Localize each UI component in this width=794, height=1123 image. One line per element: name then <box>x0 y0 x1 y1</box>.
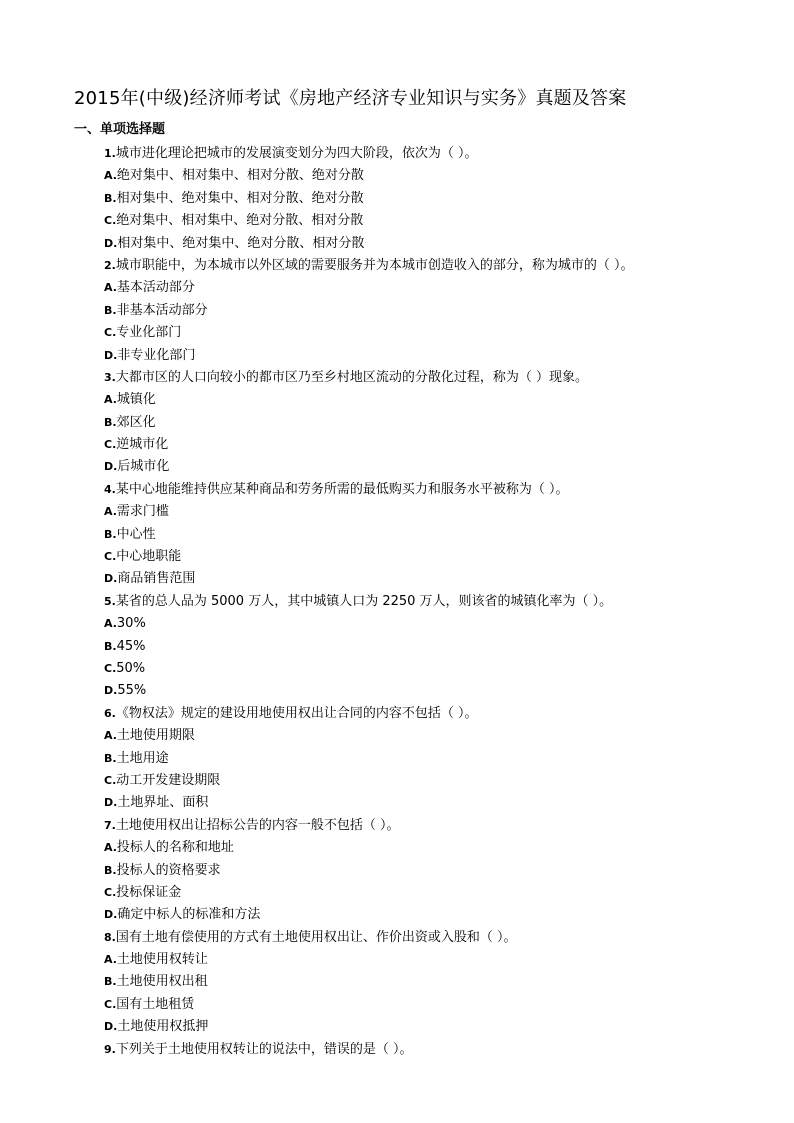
answer-option <box>104 165 744 187</box>
question-number: 7. <box>104 818 116 832</box>
answer-option <box>104 725 744 747</box>
option-label: C. <box>104 997 117 1011</box>
option-label: C. <box>104 885 117 899</box>
answer-option <box>104 300 744 322</box>
answer-option <box>104 210 744 232</box>
option-label: A. <box>104 505 117 519</box>
document-title: 2015年(中级)经济师考试《房地产经济专业知识与实务》真题及答案 <box>74 88 627 109</box>
option-text: 土地使用权出租 <box>116 974 208 990</box>
option-label: B. <box>104 639 117 653</box>
question-text: 城市职能中，为本城市以外区域的需要服务并为本城市创造收入的部分，称为城市的（ ）。 <box>115 257 634 273</box>
answer-option <box>104 792 744 814</box>
answer-option <box>104 389 744 411</box>
option-text: 专业化部门 <box>116 325 182 341</box>
option-text: 商品销售范围 <box>117 571 196 587</box>
option-text: 土地使用权抵押 <box>117 1019 209 1035</box>
option-label: C. <box>104 773 117 787</box>
option-label: C. <box>104 214 117 228</box>
answer-option <box>104 1016 744 1038</box>
answer-option <box>104 658 744 680</box>
question-list <box>104 143 744 1061</box>
option-label: A. <box>104 729 117 743</box>
option-text: 绝对集中、相对集中、相对分散、绝对分散 <box>116 168 364 184</box>
question-number: 8. <box>104 930 116 944</box>
answer-option <box>104 837 744 859</box>
answer-option <box>104 904 744 926</box>
option-text: 投标保证金 <box>116 884 182 900</box>
answer-option <box>104 748 744 770</box>
option-text: 55% <box>117 683 147 699</box>
question-stem <box>104 255 744 277</box>
option-label: A. <box>104 281 117 295</box>
answer-option <box>104 860 744 882</box>
option-label: C. <box>104 438 117 452</box>
answer-option <box>104 434 744 456</box>
question-stem <box>104 367 744 389</box>
question-stem <box>104 927 744 949</box>
option-text: 投标人的资格要求 <box>116 862 221 878</box>
option-label: B. <box>104 751 117 765</box>
option-text: 投标人的名称和地址 <box>116 840 234 856</box>
answer-option <box>104 188 744 210</box>
option-text: 确定中标人的标准和方法 <box>117 907 261 923</box>
option-label: D. <box>104 572 118 586</box>
option-label: A. <box>104 169 117 183</box>
option-text: 国有土地租赁 <box>116 996 195 1012</box>
answer-option <box>104 568 744 590</box>
option-text: 相对集中、绝对集中、相对分散、绝对分散 <box>116 190 364 206</box>
question-text: 《物权法》规定的建设用地使用权出让合同的内容不包括（ ）。 <box>115 705 478 721</box>
option-text: 非基本活动部分 <box>116 302 208 318</box>
answer-option <box>104 524 744 546</box>
question-text: 下列关于土地使用权转让的说法中，错误的是（ ）。 <box>115 1041 413 1057</box>
option-label: C. <box>104 326 117 340</box>
answer-option <box>104 412 744 434</box>
option-label: D. <box>104 684 118 698</box>
option-text: 动工开发建设期限 <box>116 772 221 788</box>
question-text: 大都市区的人口向较小的都市区乃至乡村地区流动的分散化过程，称为（ ）现象。 <box>115 369 588 385</box>
option-text: 相对集中、绝对集中、绝对分散、相对分散 <box>117 235 365 251</box>
question-stem <box>104 143 744 165</box>
option-label: D. <box>104 236 118 250</box>
answer-option <box>104 501 744 523</box>
question-stem <box>104 815 744 837</box>
question-number: 6. <box>104 706 116 720</box>
option-text: 土地用途 <box>116 750 169 766</box>
question-number: 2. <box>104 258 116 272</box>
answer-option <box>104 882 744 904</box>
option-text: 非专业化部门 <box>117 347 196 363</box>
answer-option <box>104 613 744 635</box>
answer-option <box>104 456 744 478</box>
option-text: 需求门槛 <box>116 504 169 520</box>
question-stem <box>104 1039 744 1061</box>
question-text: 城市进化理论把城市的发展演变划分为四大阶段，依次为（ ）。 <box>115 146 478 161</box>
option-text: 逆城市化 <box>116 437 169 453</box>
answer-option <box>104 546 744 568</box>
answer-option <box>104 636 744 658</box>
option-text: 土地使用期限 <box>116 728 195 744</box>
option-label: D. <box>104 460 118 474</box>
option-label: D. <box>104 1020 118 1034</box>
answer-option <box>104 971 744 993</box>
option-label: A. <box>104 953 117 967</box>
option-text: 30% <box>116 616 146 632</box>
answer-option <box>104 994 744 1016</box>
option-label: A. <box>104 841 117 855</box>
option-label: A. <box>104 617 117 631</box>
option-label: A. <box>104 393 117 407</box>
question-text: 国有土地有偿使用的方式有土地使用权出让、作价出资或入股和（ ）。 <box>115 929 517 945</box>
answer-option <box>104 770 744 792</box>
option-label: B. <box>104 975 117 989</box>
answer-option <box>104 233 744 255</box>
option-label: D. <box>104 796 118 810</box>
option-text: 中心性 <box>116 526 156 542</box>
option-label: B. <box>104 863 117 877</box>
question-stem <box>104 479 744 501</box>
option-text: 土地界址、面积 <box>117 795 209 811</box>
question-text: 某省的总人品为 5000 万人，其中城镇人口为 2250 万人，则该省的城镇化率为（ ）。 <box>115 593 613 609</box>
answer-option <box>104 345 744 367</box>
question-number: 1. <box>104 147 116 160</box>
question-number: 3. <box>104 370 116 384</box>
option-text: 绝对集中、相对集中、绝对分散、相对分散 <box>116 213 364 229</box>
question-text: 土地使用权出让招标公告的内容一般不包括（ ）。 <box>115 817 400 833</box>
question-text: 某中心地能维持供应某种商品和劳务所需的最低购买力和服务水平被称为（ ）。 <box>115 481 569 497</box>
option-text: 中心地职能 <box>116 549 182 565</box>
option-label: B. <box>104 303 117 317</box>
option-label: B. <box>104 191 117 205</box>
option-label: C. <box>104 661 117 675</box>
option-label: C. <box>104 550 117 564</box>
option-text: 郊区化 <box>116 414 156 430</box>
question-number: 5. <box>104 594 116 608</box>
option-label: D. <box>104 348 118 362</box>
answer-option <box>104 277 744 299</box>
answer-option <box>104 680 744 702</box>
option-label: D. <box>104 908 118 922</box>
option-text: 后城市化 <box>117 459 170 475</box>
question-stem <box>104 703 744 725</box>
option-text: 城镇化 <box>116 392 156 408</box>
question-stem <box>104 591 744 613</box>
option-text: 50% <box>116 660 146 676</box>
section-heading: 一、单项选择题 <box>74 122 166 137</box>
answer-option <box>104 322 744 344</box>
answer-option <box>104 949 744 971</box>
option-text: 基本活动部分 <box>116 280 195 296</box>
question-number: 4. <box>104 482 116 496</box>
question-number: 9. <box>104 1042 116 1056</box>
option-text: 45% <box>116 638 146 654</box>
option-label: B. <box>104 527 117 541</box>
option-text: 土地使用权转让 <box>116 952 208 968</box>
option-label: B. <box>104 415 117 429</box>
